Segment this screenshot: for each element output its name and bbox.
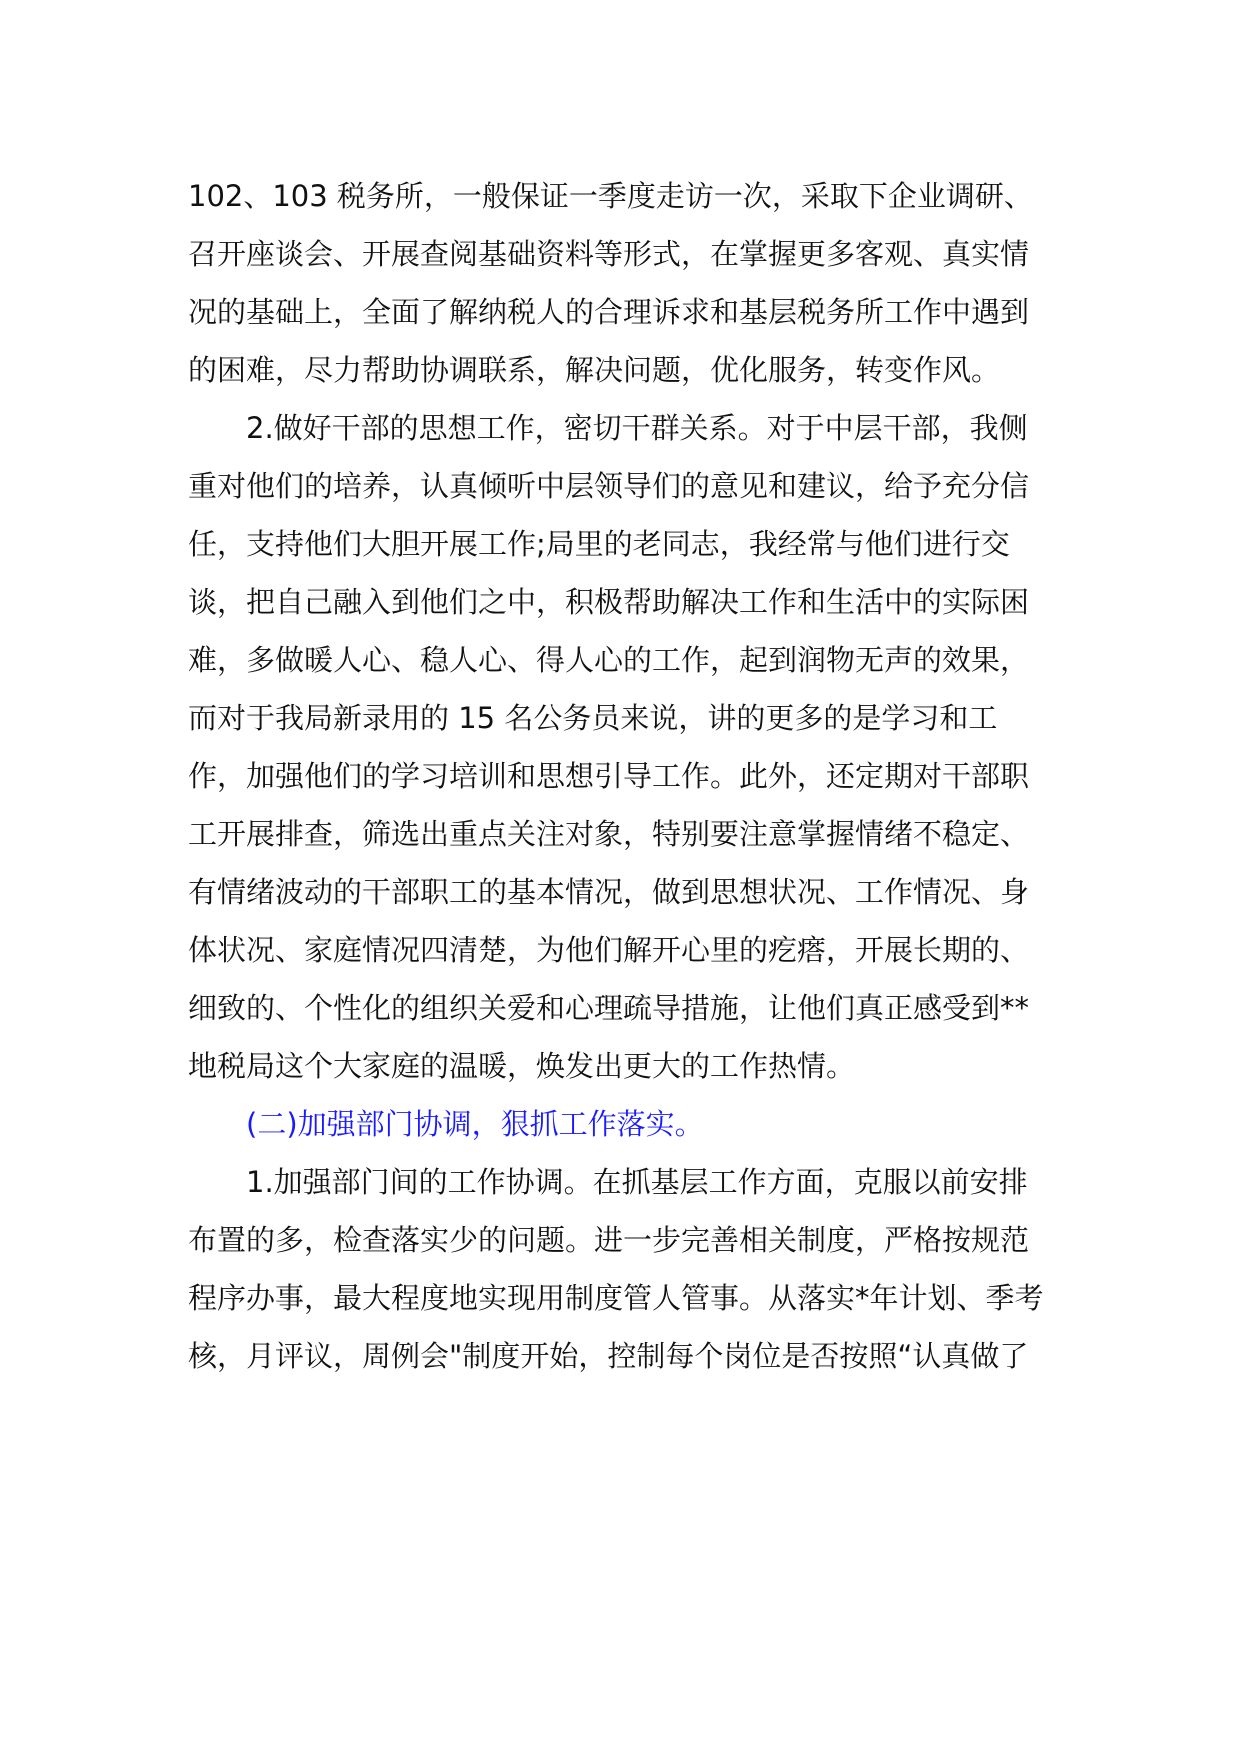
paragraph-line: 召开座谈会、开展查阅基础资料等形式，在掌握更多客观、真实情 bbox=[188, 237, 1030, 271]
paragraph-line: 谈，把自己融入到他们之中，积极帮助解决工作和生活中的实际困 bbox=[188, 585, 1030, 619]
paragraph-line: 102、103 税务所，一般保证一季度走访一次，采取下企业调研、 bbox=[188, 179, 1033, 213]
paragraph-line: 工开展排查，筛选出重点关注对象，特别要注意掌握情绪不稳定、 bbox=[188, 817, 1030, 851]
paragraph-line: 重对他们的培养，认真倾听中层领导们的意见和建议，给予充分信 bbox=[188, 469, 1030, 503]
paragraph-line: 况的基础上，全面了解纳税人的合理诉求和基层税务所工作中遇到 bbox=[188, 295, 1030, 329]
paragraph-line: 地税局这个大家庭的温暖，焕发出更大的工作热情。 bbox=[188, 1049, 856, 1083]
paragraph-line: 有情绪波动的干部职工的基本情况，做到思想状况、工作情况、身 bbox=[188, 875, 1030, 909]
paragraph-line: 核，月评议，周例会"制度开始，控制每个岗位是否按照“认真做了 bbox=[188, 1339, 1029, 1373]
paragraph-line: 难，多做暖人心、稳人心、得人心的工作，起到润物无声的效果， bbox=[188, 643, 1030, 677]
paragraph-line: 程序办事，最大程度地实现用制度管人管事。从落实*年计划、季考 bbox=[188, 1281, 1044, 1315]
paragraph-line: 作，加强他们的学习培训和思想引导工作。此外，还定期对干部职 bbox=[188, 759, 1030, 793]
paragraph-line: 1.加强部门间的工作协调。在抓基层工作方面，克服以前安排 bbox=[246, 1165, 1028, 1199]
paragraph-line: 的困难，尽力帮助协调联系，解决问题，优化服务，转变作风。 bbox=[188, 353, 1001, 387]
paragraph-line: 而对于我局新录用的 15 名公务员来说，讲的更多的是学习和工 bbox=[188, 701, 998, 735]
paragraph-line: 布置的多，检查落实少的问题。进一步完善相关制度，严格按规范 bbox=[188, 1223, 1030, 1257]
section-heading: (二)加强部门协调，狠抓工作落实。 bbox=[246, 1107, 704, 1141]
paragraph-line: 2.做好干部的思想工作，密切干群关系。对于中层干部，我侧 bbox=[246, 411, 1028, 445]
paragraph-line: 体状况、家庭情况四清楚，为他们解开心里的疙瘩，开展长期的、 bbox=[188, 933, 1030, 967]
paragraph-line: 任，支持他们大胆开展工作;局里的老同志，我经常与他们进行交 bbox=[188, 527, 1010, 561]
paragraph-line: 细致的、个性化的组织关爱和心理疏导措施，让他们真正感受到** bbox=[188, 991, 1030, 1025]
